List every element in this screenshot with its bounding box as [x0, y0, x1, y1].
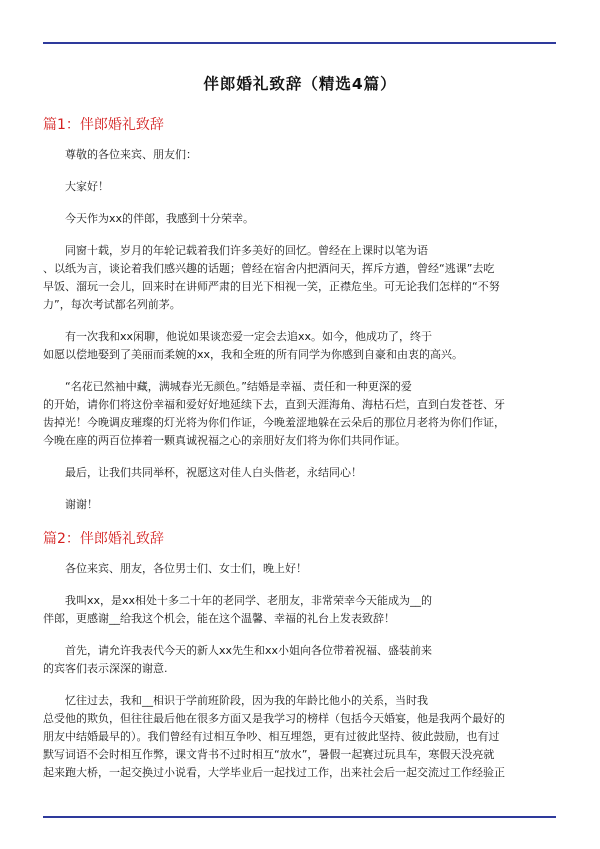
text-line: 早饭、溜玩一会儿，回来时在讲师严肃的目光下相视一笑，正襟危坐。可无论我们怎样的“不努 — [43, 280, 500, 293]
text-line: 朋友中结婚最早的）。我们曾经有过相互争吵、相互埋怨，更有过彼此坚持、彼此鼓励，也有过 — [43, 730, 500, 743]
paragraph — [43, 146, 557, 164]
text-line: 力”，每次考试都名列前茅。 — [43, 298, 181, 311]
text-line: 起来跑大桥，一起交换过小说看，大学毕业后一起找过工作，出来社会后一起交流过工作经验正 — [43, 766, 505, 779]
text-line: 如愿以偿地娶到了美丽而柔婉的xx，我和全班的所有同学为你感到自豪和由衷的高兴。 — [43, 348, 464, 361]
section-2 — [43, 528, 557, 782]
text-line: 忆往过去，我和__相识于学前班阶段，因为我的年龄比他小的关系，当时我 — [65, 694, 428, 707]
paragraph — [43, 560, 557, 578]
paragraph — [43, 210, 557, 228]
text-line: 我叫xx，是xx相处十多二十年的老同学、老朋友，非常荣幸今天能成为__的 — [65, 594, 433, 607]
paragraph — [43, 328, 557, 364]
text-line: 的开始，请你们将这份幸福和爱好好地延续下去，直到天涯海角、海枯石烂，直到白发苍苍、牙 — [43, 398, 505, 411]
paragraph — [43, 496, 557, 514]
text-line: 今晚在座的两百位捧着一颗真诚祝福之心的亲朋好友们将为你们共同作证。 — [43, 434, 406, 447]
text-line: 有一次我和xx闲聊，他说如果谈恋爱一定会去追xx。如今，他成功了，终于 — [65, 330, 433, 343]
paragraph — [43, 378, 557, 450]
footer-rule — [43, 816, 556, 818]
text-line: 齿掉光！今晚调皮璀璨的灯光将为你们作证，今晚羞涩地躲在云朵后的那位月老将为你们作证， — [43, 416, 505, 429]
text-line: 谢谢！ — [65, 498, 98, 511]
text-line: 总受他的欺负，但往往最后他在很多方面又是我学习的榜样（包括今天婚宴，他是我两个最好的 — [43, 712, 505, 725]
document-page — [43, 72, 557, 796]
section-1 — [43, 114, 557, 514]
text-line: 的宾客们表示深深的谢意. — [43, 662, 168, 675]
paragraph — [43, 692, 557, 782]
paragraph — [43, 592, 557, 628]
text-line: 、以纸为言，谈论着我们感兴趣的话题；曾经在宿舍内把酒问天，挥斥方遒，曾经“逃课”去吃 — [43, 262, 495, 275]
paragraph — [43, 178, 557, 196]
header-rule — [43, 42, 556, 44]
text-line: 伴郎，更感谢__给我这个机会，能在这个温馨、幸福的礼台上发表致辞！ — [43, 612, 395, 625]
paragraph — [43, 642, 557, 678]
section-title: 篇2：伴郎婚礼致辞 — [43, 531, 164, 547]
text-line: 今天作为xx的伴郎，我感到十分荣幸。 — [65, 212, 255, 225]
text-line: “名花已然袖中藏，满城春光无颜色。”结婚是幸福、责任和一种更深的爱 — [65, 380, 412, 393]
text-line: 最后，让我们共同举杯，祝愿这对佳人白头偕老，永结同心！ — [65, 466, 362, 479]
text-line: 尊敬的各位来宾、朋友们： — [65, 148, 197, 161]
text-line: 各位来宾、朋友，各位男士们、女士们，晚上好！ — [65, 562, 307, 575]
document-title: 伴郎婚礼致辞（精选4篇） — [203, 75, 397, 93]
text-line: 首先，请允许我表代今天的新人xx先生和xx小姐向各位带着祝福、盛装前来 — [65, 644, 433, 657]
text-line: 默写词语不会时相互作弊，课文背书不过时相互“放水”，暑假一起赛过玩具车，寒假天没亮就 — [43, 748, 495, 761]
paragraph — [43, 242, 557, 314]
text-line: 大家好！ — [65, 180, 109, 193]
text-line: 同窗十载，岁月的年轮记载着我们许多美好的回忆。曾经在上课时以笔为语 — [65, 244, 428, 257]
section-title: 篇1：伴郎婚礼致辞 — [43, 117, 164, 133]
paragraph — [43, 464, 557, 482]
